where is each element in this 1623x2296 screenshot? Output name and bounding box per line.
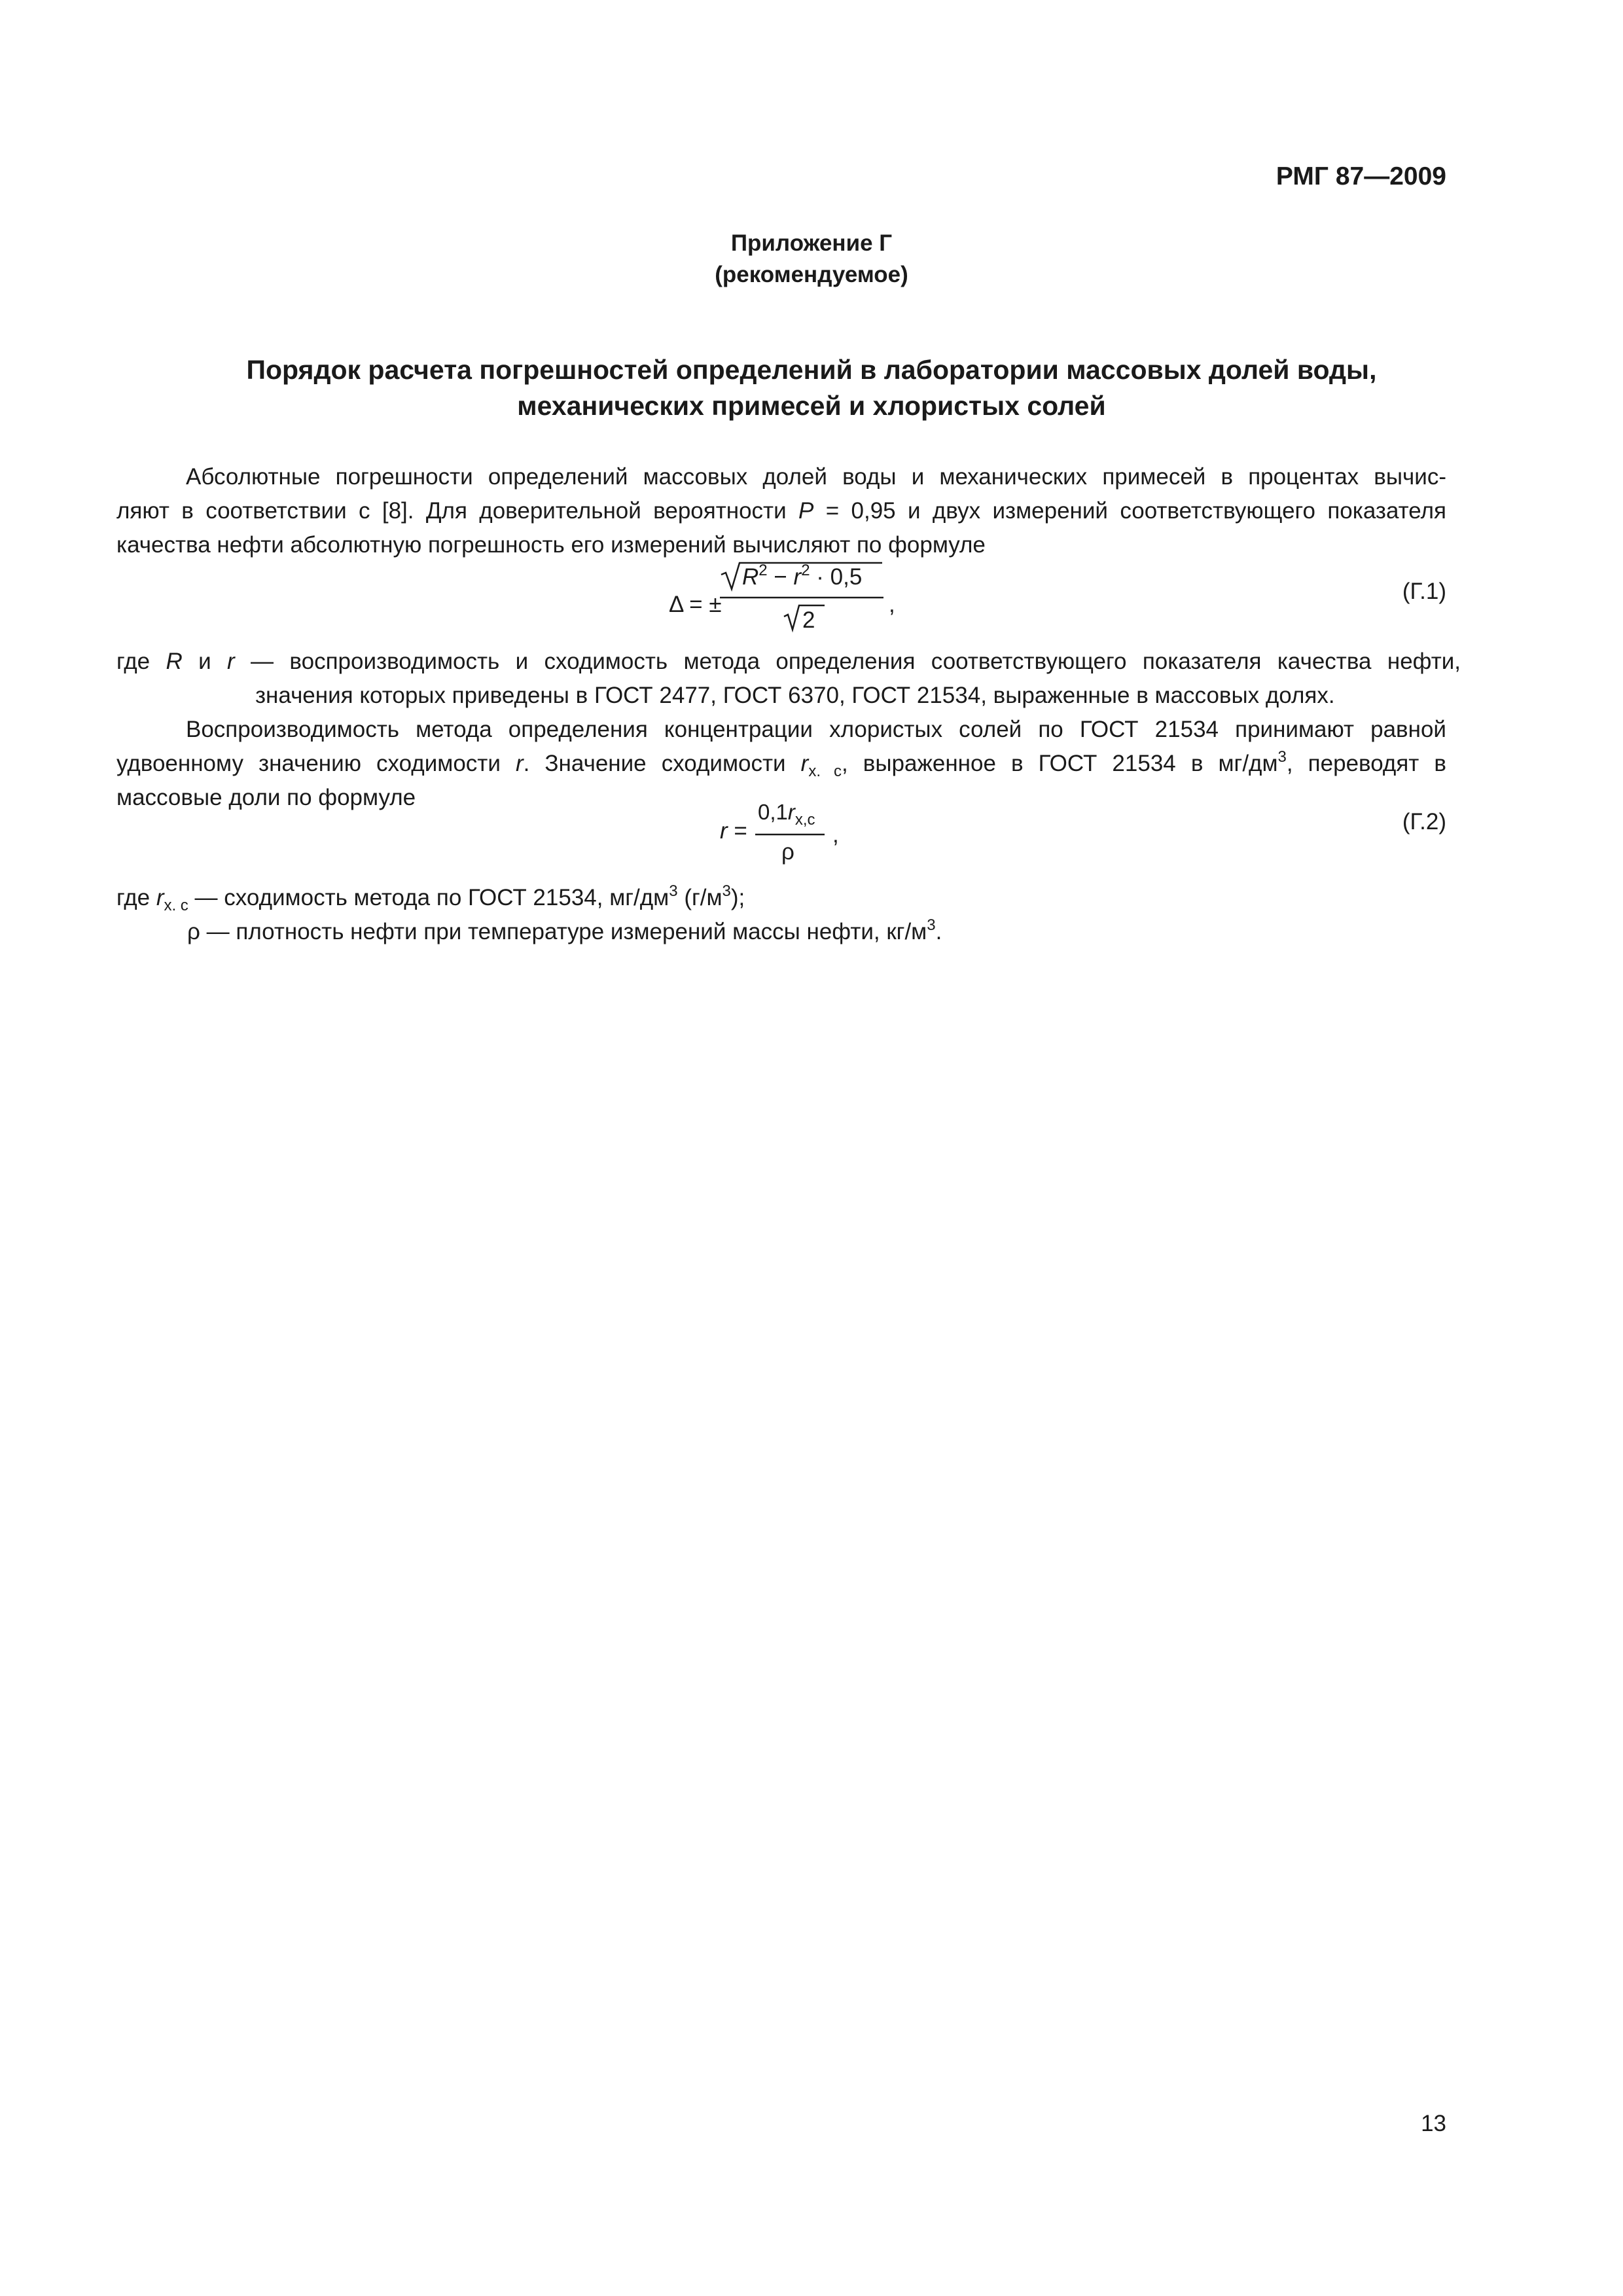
formula-1-comma: , [889, 592, 895, 617]
appendix-status: (рекомендуемое) [715, 262, 908, 287]
formula-2-lhs: r = [720, 818, 747, 844]
formula-2-numerator: $0,1r_{х,с}$ [758, 800, 815, 829]
legend-1-line-1: где R и r — воспроизводимость и сходимость метода определения соответствующего показателя качества нефти, [116, 649, 1461, 674]
section-title-line-1: Порядок расчета погрешностей определений в лаборатории массовых долей воды, [246, 355, 1377, 385]
legend-1-line-2: значения которых приведены в ГОСТ 2477, ГОСТ 6370, ГОСТ 21534, выраженные в массовых долях. [255, 683, 1335, 708]
legend-2-line-1: где $r_{х. с}$ — сходимость метода по ГОСТ 21534, $мг/дм^3$ $(г/м^3)$; [116, 882, 745, 914]
formula-1-number: (Г.1) [1402, 579, 1446, 604]
formula-1-lhs: Δ = ± [669, 592, 722, 617]
document-code: РМГ 87—2009 [1275, 162, 1446, 190]
formula-1-denominator: 2 [802, 607, 815, 633]
page-number: 13 [1421, 2111, 1446, 2136]
formula-1-numerator: $R^2 - r^2 \cdot 0,5$ [742, 562, 863, 590]
formula-2-comma: , [832, 822, 839, 848]
paragraph-1-line-2: ляют в соответствии с [8]. Для доверительной вероятности P = 0,95 и двух измерений соответствующего показателя [116, 498, 1446, 524]
formula-2-fraction [754, 800, 826, 870]
appendix-title: Приложение Г [730, 230, 893, 256]
paragraph-1-line-3: качества нефти абсолютную погрешность его измерений вычисляют по формуле [116, 532, 986, 558]
paragraph-2-line-1: Воспроизводимость метода определения концентрации хлористых солей по ГОСТ 21534 принимают равной [186, 717, 1446, 742]
formula-2-denominator: ρ [781, 839, 794, 865]
paragraph-2-line-3: массовые доли по формуле [116, 785, 416, 810]
formula-1-fraction [720, 562, 883, 637]
formula-2-number: (Г.2) [1402, 809, 1446, 834]
legend-2-line-2: ρ — плотность нефти при температуре измерений массы нефти, $кг/м^3$. [187, 916, 942, 944]
paragraph-1-line-1: Абсолютные погрешности определений массовых долей воды и механических примесей в процентах вычис- [186, 464, 1446, 490]
paragraph-2-line-2: удвоенному значению сходимости r. Значение сходимости $r_{х. с}$, выраженное в ГОСТ 21534 в $мг/дм^3$, переводят в [116, 748, 1446, 780]
section-title-line-2: механических примесей и хлористых солей [517, 391, 1106, 421]
